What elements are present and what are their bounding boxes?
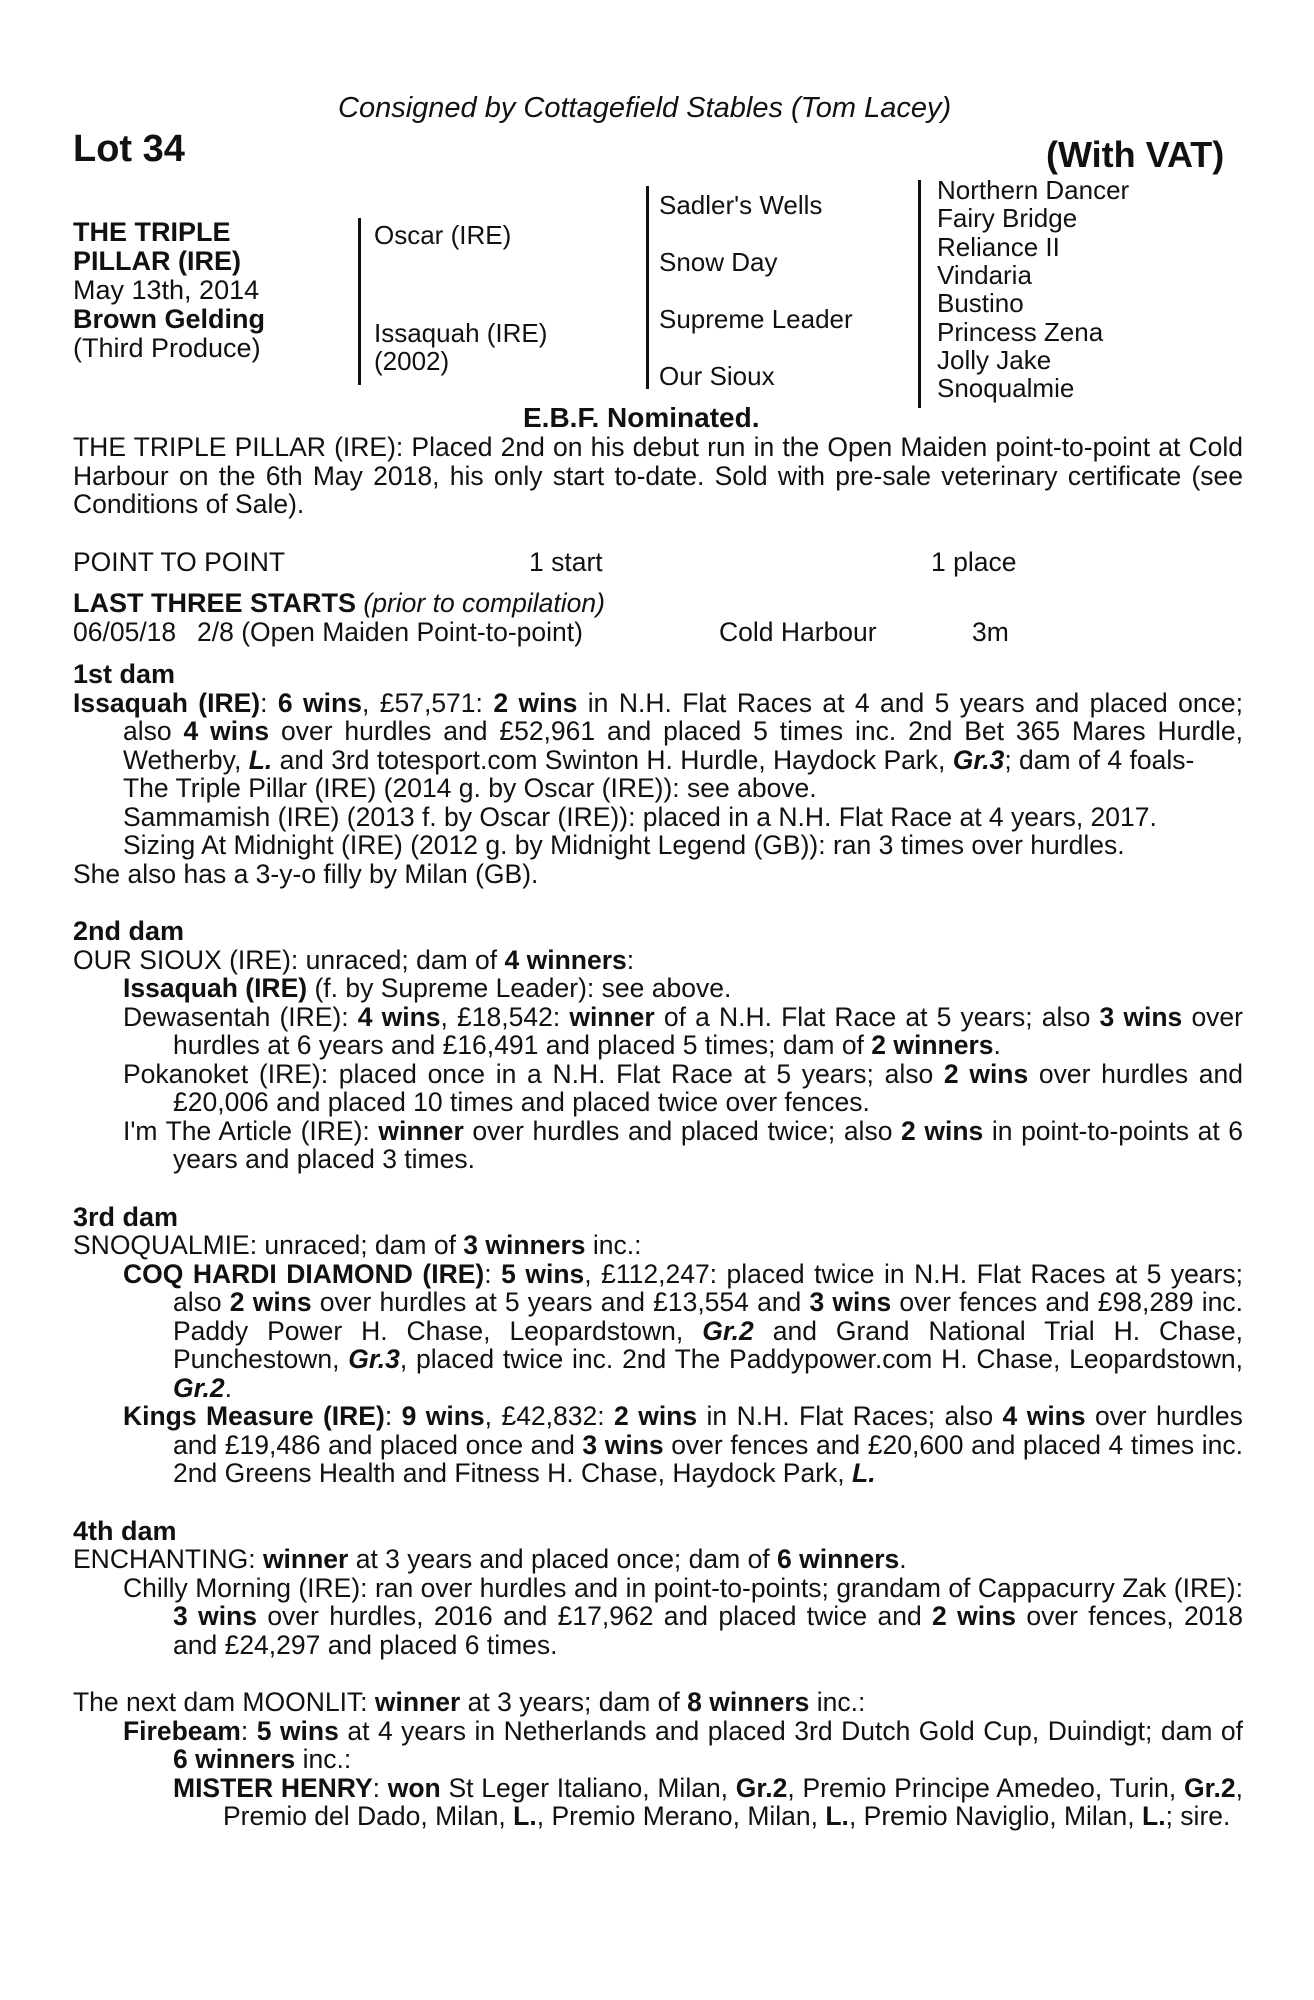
pedigree-divider-1: [358, 218, 361, 385]
pedigree-great-grandparent: Vindaria: [937, 260, 1032, 290]
horse-summary: THE TRIPLE PILLAR (IRE): Placed 2nd on his debut run in the Open Maiden point-to-point at Cold Harbour on the 6th May 2018, his only start to-date. Sold with pre-sale veterinary certificate (see Conditions of Sale).: [73, 432, 1243, 519]
first-dam-heading: 1st dam: [73, 659, 176, 689]
ebf-nomination: E.B.F. Nominated.: [523, 402, 760, 433]
pedigree-grandparent: Supreme Leader: [659, 304, 853, 334]
record-starts: 1 start: [529, 546, 603, 577]
consignor: Consigned by Cottagefield Stables (Tom Lacey): [338, 92, 952, 124]
race-record: [73, 548, 1243, 577]
next-dam-intro: The next dam MOONLIT: winner at 3 years; dam of 8 winners inc.:: [73, 1687, 866, 1717]
lot-number: Lot 34: [73, 128, 185, 170]
pedigree-grandparent: Sadler's Wells: [659, 190, 823, 220]
pedigree-great-grandparent: Princess Zena: [937, 317, 1104, 347]
pedigree-great-grandparent: Jolly Jake: [937, 345, 1052, 375]
third-dam-heading: 3rd dam: [73, 1201, 179, 1232]
record-places: 1 place: [931, 546, 1017, 577]
pedigree-great-grandparent: Snoqualmie: [937, 373, 1075, 403]
run-distance: 3m: [972, 616, 1009, 647]
horse-foaled: May 13th, 2014: [73, 275, 260, 305]
first-dam-also: She also has a 3-y-o filly by Milan (GB).: [73, 858, 539, 889]
progeny-entry: I'm The Article (IRE): winner over hurdles and placed twice; also 2 wins in point-to-points at 6 years and placed 3 times.: [123, 1115, 1244, 1174]
progeny-entry: Dewasentah (IRE): 4 wins, £18,542: winner of a N.H. Flat Race at 5 years; also 3 wins over hurdles at 6 years and £16,491 and placed 5 times; dam of 2 winners.: [123, 1001, 1243, 1060]
catalogue-body: [73, 433, 1243, 1831]
pedigree-divider-3: [918, 180, 921, 408]
horse-produce: (Third Produce): [73, 333, 261, 363]
progeny-entry: Firebeam: 5 wins at 4 years in Netherlands and placed 3rd Dutch Gold Cup, Duindigt; dam of 6 winners inc.:: [123, 1715, 1243, 1774]
vat-note: (With VAT): [1046, 134, 1225, 175]
pedigree-grandparent: Snow Day: [659, 247, 778, 277]
fourth-dam-intro: ENCHANTING: winner at 3 years and placed once; dam of 6 winners.: [73, 1544, 907, 1574]
horse-name-line1: THE TRIPLE: [73, 217, 231, 247]
progeny-entry: COQ HARDI DIAMOND (IRE): 5 wins, £112,247: placed twice in N.H. Flat Races at 5 years; also 2 wins over hurdles at 5 years and £13,554 and 3 wins over fences and £98,289 inc. Paddy Power H. Chase, Leopardstown, Gr.2 and Grand National Trial H. Chase, Punchestown, Gr.3, placed twice inc. 2nd The Paddypower.com H. Chase, Leopardstown, Gr.2.: [123, 1258, 1244, 1403]
foal-entry: Sizing At Midnight (IRE) (2012 g. by Midnight Legend (GB)): ran 3 times over hurdles.: [123, 830, 1125, 860]
pedigree-sire: Oscar (IRE): [374, 220, 512, 250]
pedigree-great-grandparent: Northern Dancer: [937, 175, 1130, 205]
progeny-entry: Pokanoket (IRE): placed once in a N.H. Flat Race at 5 years; also 2 wins over hurdles and £20,006 and placed 10 times and placed twice over fences.: [123, 1058, 1243, 1117]
horse-name-line2: PILLAR (IRE): [73, 246, 241, 276]
pedigree-grandparent: Our Sioux: [659, 361, 775, 391]
run-course: Cold Harbour: [719, 616, 877, 647]
progeny-entry: Kings Measure (IRE): 9 wins, £42,832: 2 wins in N.H. Flat Races; also 4 wins over hurdles and £19,486 and placed once and 3 wins over fences and £20,600 and placed 4 times inc. 2nd Greens Health and Fitness H. Chase, Haydock Park, L.: [123, 1401, 1243, 1488]
progeny-entry: Issaquah (IRE) (f. by Supreme Leader): see above.: [123, 973, 732, 1003]
progeny-entry: MISTER HENRY: won St Leger Italiano, Milan, Gr.2, Premio Principe Amedeo, Turin, Gr.2, Premio del Dado, Milan, L., Premio Merano, Milan, L., Premio Naviglio, Milan, L.; sire.: [173, 1772, 1243, 1831]
progeny-entry: Chilly Morning (IRE): ran over hurdles and in point-to-points; grandam of Cappacurry Zak (IRE): 3 wins over hurdles, 2016 and £17,962 and placed twice and 2 wins over fences, 2018 and £24,297 and placed 6 times.: [123, 1572, 1243, 1660]
pedigree-great-grandparent: Fairy Bridge: [937, 203, 1078, 233]
run-row: [73, 618, 1243, 647]
last-three-heading: LAST THREE STARTS (prior to compilation): [73, 588, 605, 618]
second-dam-heading: 2nd dam: [73, 916, 185, 946]
horse-colour-sex: Brown Gelding: [73, 304, 265, 334]
run-date: 06/05/18: [73, 616, 177, 647]
pedigree-great-grandparent: Reliance II: [937, 232, 1060, 262]
foal-entry: The Triple Pillar (IRE) (2014 g. by Oscar (IRE)): see above.: [123, 773, 817, 803]
run-result: 2/8 (Open Maiden Point-to-point): [197, 616, 583, 647]
third-dam-intro: SNOQUALMIE: unraced; dam of 3 winners inc.:: [73, 1230, 642, 1260]
pedigree-dam-year: (2002): [374, 346, 450, 376]
second-dam-intro: OUR SIOUX (IRE): unraced; dam of 4 winners:: [73, 944, 635, 975]
pedigree-great-grandparent: Bustino: [937, 288, 1024, 318]
pedigree-divider-2: [646, 186, 649, 389]
foal-entry: Sammamish (IRE) (2013 f. by Oscar (IRE)): placed in a N.H. Flat Race at 4 years, 2017.: [123, 801, 1157, 832]
pedigree-dam: Issaquah (IRE): [374, 318, 548, 348]
record-label: POINT TO POINT: [73, 546, 286, 577]
horse-details: [73, 218, 265, 363]
fourth-dam-heading: 4th dam: [73, 1515, 177, 1546]
first-dam-record: Issaquah (IRE): 6 wins, £57,571: 2 wins in N.H. Flat Races at 4 and 5 years and placed once; also 4 wins over hurdles and £52,961 and placed 5 times inc. 2nd Bet 365 Mares Hurdle, Wetherby, L. and 3rd totesport.com Swinton H. Hurdle, Haydock Park, Gr.3; dam of 4 foals-: [73, 687, 1243, 775]
